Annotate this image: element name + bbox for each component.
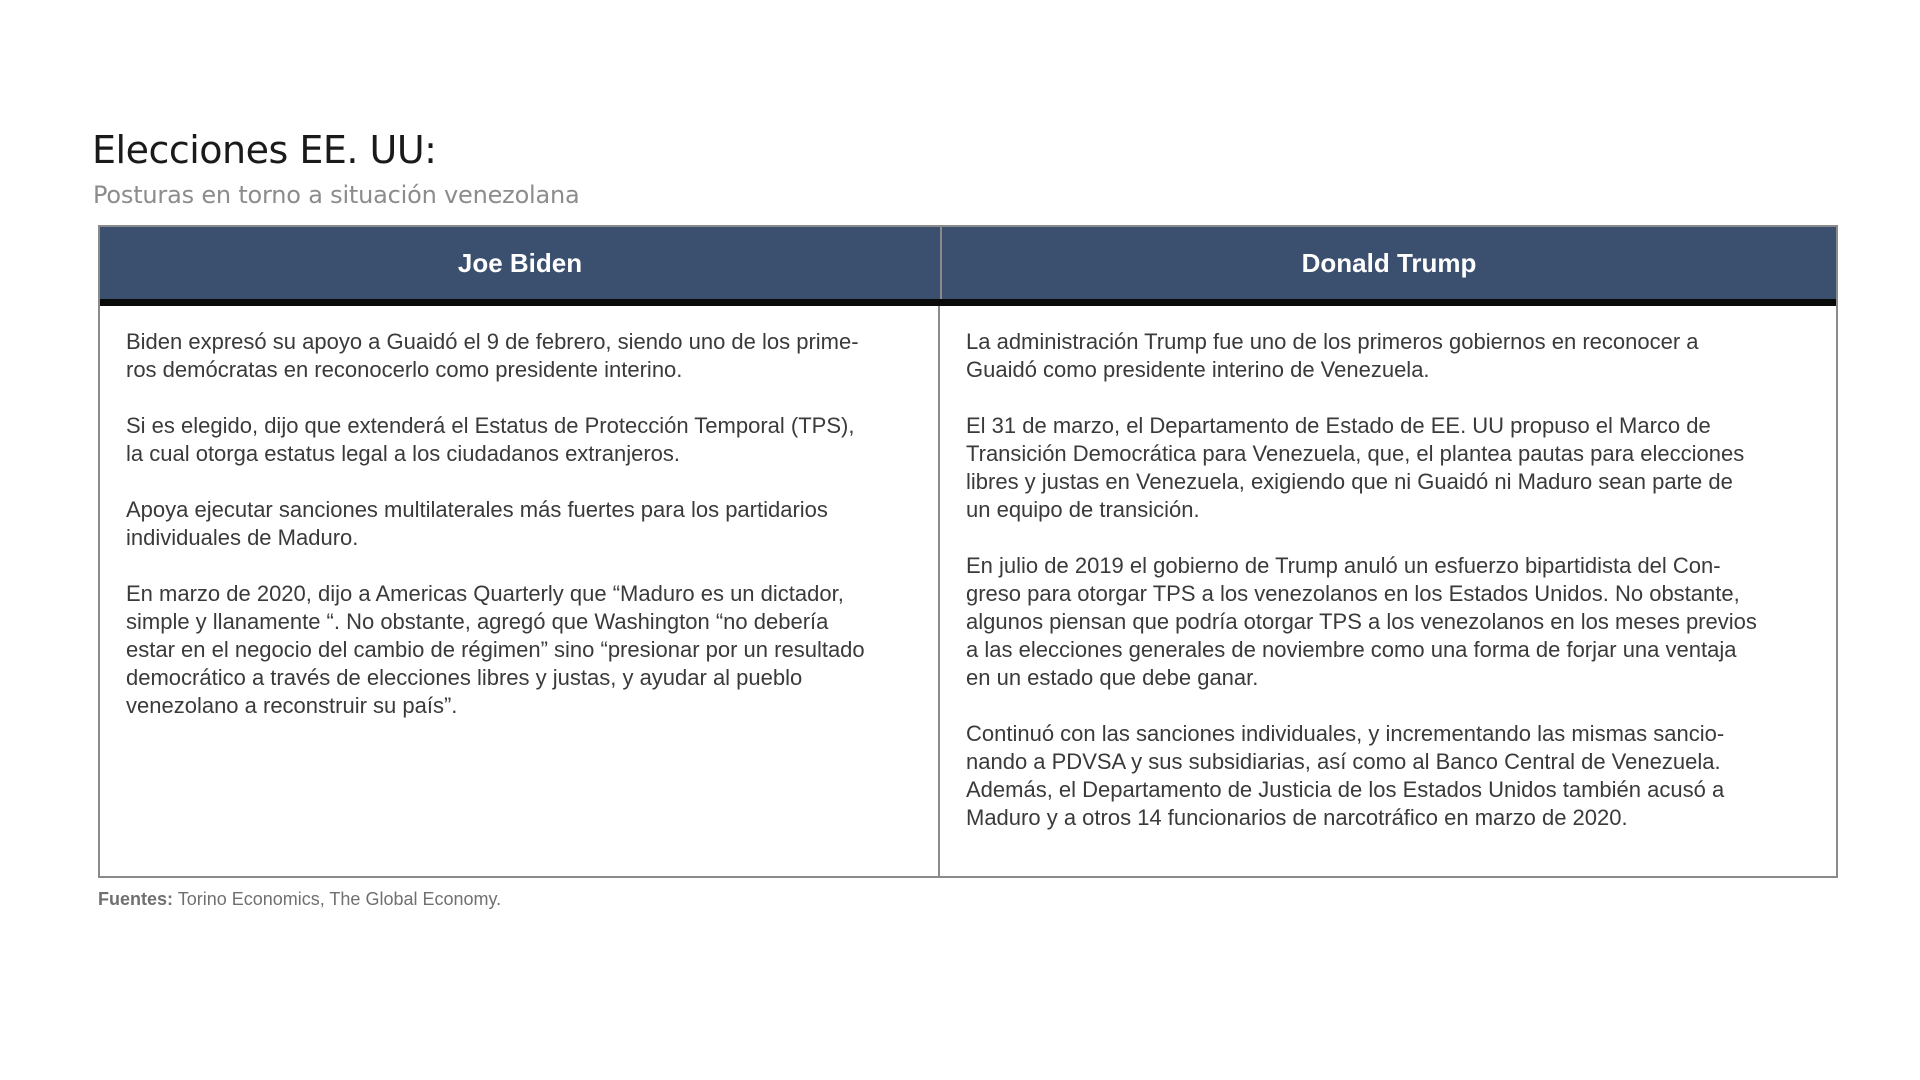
table-header-row — [100, 227, 1836, 306]
sources-label: Fuentes: — [98, 889, 174, 909]
trump-paragraph: En julio de 2019 el gobierno de Trump anuló un esfuerzo bipartidista del Con- greso para otorgar TPS a los venezolanos en los Estados Unidos. No obstante, algunos piensan que podría otorgar TPS a los venezolanos en los meses previos a las elecciones generales de noviembre como una forma de forjar una ventaja en un estado que debe ganar. — [966, 553, 1757, 690]
trump-paragraph: El 31 de marzo, el Departamento de Estado de EE. UU propuso el Marco de Transición Democrática para Venezuela, que, el plantea pautas para elecciones libres y justas en Venezuela, exigiendo que ni Guaidó ni Maduro sean parte de un equipo de transición. — [966, 413, 1745, 522]
trump-paragraph: La administración Trump fue uno de los primeros gobiernos en reconocer a Guaidó como presidente interino de Venezuela. — [966, 329, 1699, 382]
page-title: Elecciones EE. UU: — [92, 128, 437, 172]
sources-note — [98, 889, 501, 910]
biden-paragraph: En marzo de 2020, dijo a Americas Quarterly que “Maduro es un dictador, simple y llanamente “. No obstante, agregó que Washington “no debería estar en el negocio del cambio de régimen” sino “presionar por un resultado democrático a través de elecciones libres y justas, y ayudar al pueblo venezolano a reconstruir su país”. — [126, 581, 865, 718]
page-subtitle: Posturas en torno a situación venezolana — [93, 181, 580, 209]
sources-text: Torino Economics, The Global Economy. — [173, 889, 502, 909]
trump-paragraph: Continuó con las sanciones individuales, y incrementando las mismas sancio- nando a PDVSA y sus subsidiarias, así como al Banco Central de Venezuela. Además, el Departamento de Justicia de los Estados Unidos también acusó a Maduro y a otros 14 funcionarios de narcotráfico en marzo de 2020. — [966, 721, 1725, 830]
table-body-row — [100, 306, 1836, 876]
biden-paragraph: Biden expresó su apoyo a Guaidó el 9 de febrero, siendo uno de los prime- ros demócratas en reconocerlo como presidente interino. — [126, 329, 859, 382]
biden-cell — [100, 306, 940, 876]
biden-paragraph: Si es elegido, dijo que extenderá el Estatus de Protección Temporal (TPS), la cual otorga estatus legal a los ciudadanos extranjeros. — [126, 413, 855, 466]
biden-paragraph: Apoya ejecutar sanciones multilaterales más fuertes para los partidarios individuales de Maduro. — [126, 497, 828, 550]
column-heading-biden: Joe Biden — [100, 227, 942, 299]
column-heading-trump: Donald Trump — [1301, 247, 1477, 278]
comparison-table — [98, 225, 1838, 878]
trump-cell — [940, 306, 1836, 876]
